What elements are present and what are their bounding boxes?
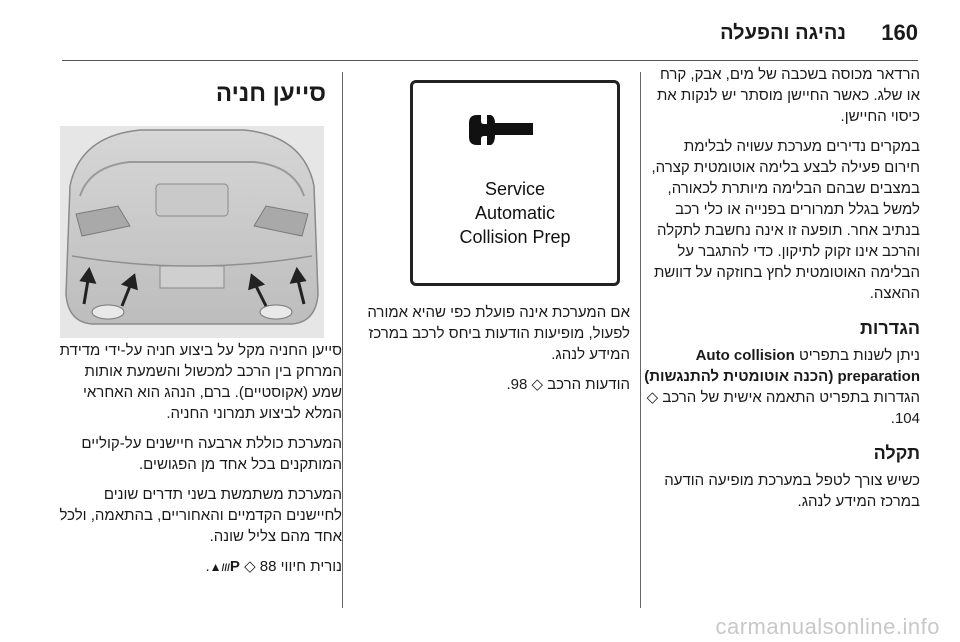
parking-assist-icon: ▲///P	[209, 558, 240, 575]
right-column	[644, 64, 920, 521]
parking-assist-intro: סייען החניה מקל על ביצוע חניה על-ידי מדידת המרחק בין הרכב למכשול והשמעת אותות שמע (אקוסטיים). ברם, הנהג הוא האחראי המלא לביצוע תמרוני החניה.	[59, 342, 342, 422]
settings-term: Auto collision preparation	[695, 347, 920, 385]
settings-ref: ◇ 104.	[646, 389, 920, 427]
settings-heading: הגדרות	[860, 318, 920, 338]
wrench-icon	[465, 113, 535, 147]
service-line-3: Collision Prep	[459, 227, 571, 247]
intro-paragraph: הרדאר מכוסה בשכבה של מים, אבק, קרח או שלג. כאשר החיישן מוסתר יש לנקות את כיסוי החיישן.	[656, 66, 920, 125]
settings-paragraph	[644, 345, 920, 429]
fault-heading: תקלה	[873, 443, 920, 463]
malfunction-paragraph: אם המערכת אינה פועלת כפי שהיא אמורה לפעול, מופיעות הודעות ביחס לרכב במרכז המידע לנהג.	[367, 304, 630, 363]
settings-term-hebrew: (הכנה אוטומטית להתנגשות)	[644, 368, 834, 385]
service-line-2: Automatic	[474, 203, 556, 223]
indicator-ref: ◇ 88.	[205, 558, 277, 575]
indicator-label: נורית חיווי	[280, 558, 342, 575]
middle-column	[352, 302, 630, 404]
header-divider	[62, 60, 918, 61]
running-title: נהיגה והפעלה	[720, 22, 846, 44]
indicator-paragraph	[58, 556, 342, 579]
car-rear-photo	[60, 126, 324, 338]
fault-paragraph: כשיש צורך לטפל במערכת מופיעה הודעה במרכז המידע לנהג.	[664, 472, 920, 510]
parking-symbol: P	[229, 558, 240, 575]
car-rear-illustration	[60, 126, 324, 338]
column-divider-right	[640, 72, 641, 608]
settings-line1: ניתן לשנות בתפריט	[798, 347, 920, 364]
sensors-paragraph: המערכת כוללת ארבעה חיישנים על-קוליים המותקנים בכל אחד מן הפגושים.	[81, 435, 342, 473]
brake-paragraph: במקרים נדירים מערכת עשויה לבלימת חירום פעילה לבצע בלימה אוטומטית קצרה, במצבים שבהם הבלימה מיותרת לכאורה, למשל בגלל תמרורים בפנייה או כלי רכב בנתיב אחר. תופעה זו אינה נחשבת לתקלה והרכב אינו זקוק לתיקון. כדי להתגבר על הבלימה האוטומטית לחץ בחוזקה על דוושת ההאצה.	[651, 138, 920, 302]
column-divider-left	[342, 72, 343, 608]
page-number: 160	[881, 20, 918, 45]
page-header	[0, 14, 960, 50]
service-message	[413, 177, 617, 249]
left-column	[58, 340, 342, 588]
watermark: carmanualsonline.info	[715, 614, 940, 639]
frequencies-paragraph: המערכת משתמשת בשני תדרים שונים לחיישנים הקדמיים והאחוריים, בהתאמה, ולכל אחד מהם צליל שונה.	[59, 486, 342, 545]
section-title: סייען חניה	[215, 80, 326, 107]
vehicle-messages-ref: הודעות הרכב ◇ 98.	[506, 376, 630, 393]
settings-line2: הגדרות בתפריט התאמה אישית של הרכב	[662, 389, 920, 406]
service-line-1: Service	[484, 179, 546, 199]
service-display-illustration	[410, 80, 620, 286]
